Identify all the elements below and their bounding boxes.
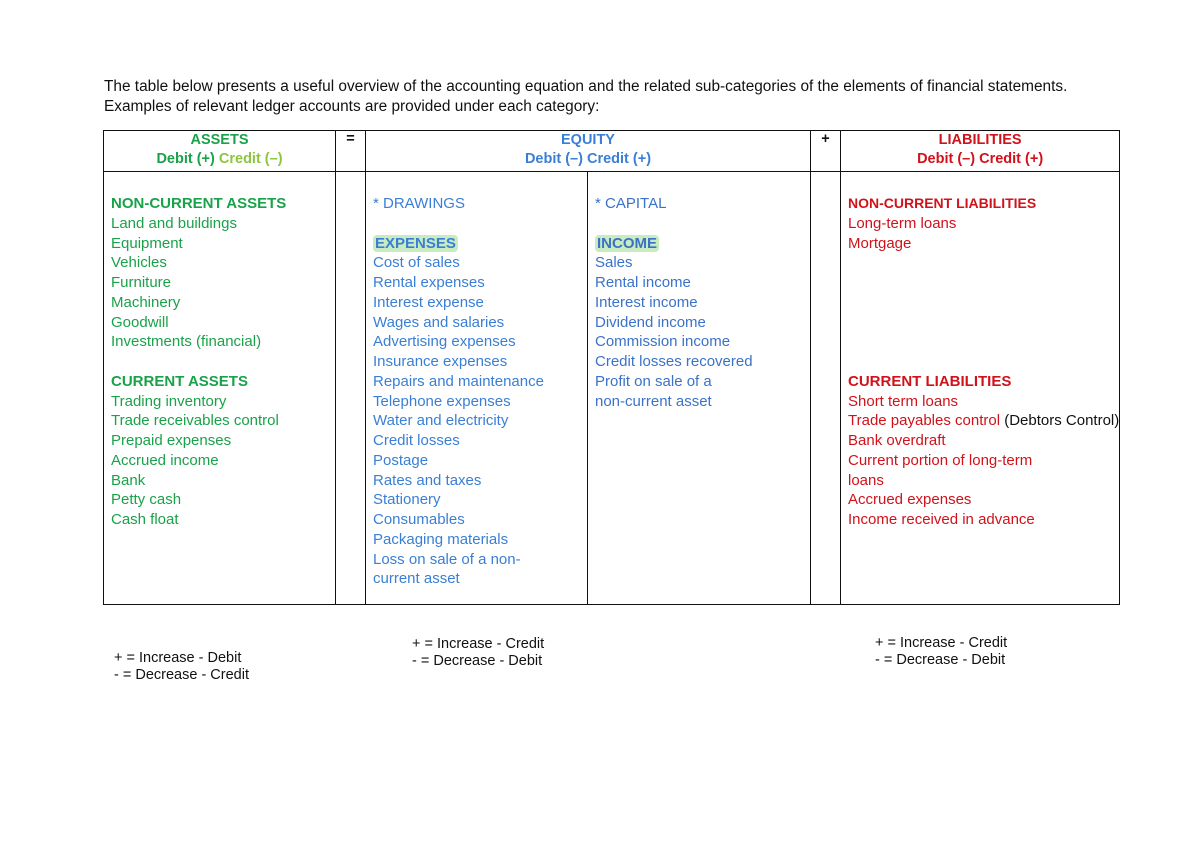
list-item: Mortgage — [848, 234, 912, 252]
list-item: Trade receivables control — [111, 412, 279, 430]
list-item: Bank overdraft — [848, 432, 946, 449]
list-item: Repairs and maintenance — [373, 372, 544, 390]
debtors-control-note: (Debtors Control) — [1004, 412, 1120, 430]
list-item: Rental income — [595, 274, 691, 291]
list-item: Accrued expenses — [848, 491, 972, 509]
liabilities-debit-credit: Debit (–) Credit (+) — [917, 151, 1044, 167]
equity-header — [366, 131, 811, 172]
drawings-label: * DRAWINGS — [373, 195, 465, 212]
list-item: Petty cash — [111, 491, 182, 509]
list-item: Packaging materials — [373, 530, 509, 548]
list-item: Prepaid expenses — [111, 432, 232, 449]
list-item: Trading inventory — [111, 392, 227, 410]
list-item: Water and electricity — [373, 412, 509, 430]
table-header-row — [104, 131, 1120, 172]
assets-title: ASSETS — [190, 132, 249, 148]
list-item: Furniture — [111, 274, 172, 291]
equity-title: EQUITY — [561, 132, 615, 148]
assets-legend-note — [114, 650, 249, 683]
assets-credit: Credit (–) — [218, 151, 283, 167]
liabilities-column — [841, 172, 1120, 605]
list-item: Goodwill — [111, 313, 169, 331]
list-item: Rates and taxes — [373, 471, 482, 489]
legend-line: + = Increase - Debit — [114, 650, 242, 666]
equity-debit-credit: Debit (–) Credit (+) — [524, 151, 652, 167]
list-item: Machinery — [111, 293, 181, 311]
assets-column — [104, 172, 336, 605]
equity-drawings-expenses-column — [366, 172, 588, 605]
equals-spacer-column — [336, 172, 366, 605]
income-title: INCOME — [597, 234, 657, 252]
legend-line: - = Decrease - Credit — [114, 666, 249, 683]
legend-line: - = Decrease - Debit — [412, 652, 543, 669]
assets-header — [104, 131, 336, 172]
list-item: Sales — [595, 254, 633, 272]
list-item: Short term loans — [848, 392, 959, 410]
assets-debit-credit — [104, 150, 335, 169]
list-item: Profit on sale of a — [595, 372, 712, 390]
current-assets-title: CURRENT ASSETS — [111, 372, 248, 390]
list-item: current asset — [373, 570, 460, 588]
intro-paragraph: The table below presents a useful overview of the accounting equation and the related sub-categories of the elements of financial statements. Examples of relevant ledger accounts are provided under each category: — [104, 78, 1068, 115]
list-item: Commission income — [595, 333, 731, 351]
list-item: Cash float — [111, 511, 179, 528]
liabilities-header — [841, 131, 1120, 172]
trade-payables-label: Trade payables control — [848, 412, 1001, 430]
plus-sign: + — [811, 131, 841, 172]
list-item: Current portion of long-term — [848, 451, 1033, 469]
noncurrent-assets-title: NON-CURRENT ASSETS — [111, 195, 287, 212]
list-item: Insurance expenses — [373, 353, 508, 370]
list-item: Rental expenses — [373, 274, 485, 291]
list-item: Interest expense — [373, 293, 484, 311]
legend-line: + = Increase - Credit — [412, 636, 545, 652]
list-item: Bank — [111, 471, 146, 489]
expenses-title: EXPENSES — [375, 234, 456, 252]
assets-debit: Debit (+) — [156, 151, 215, 167]
list-item: Credit losses — [373, 432, 460, 449]
table-body-row — [104, 172, 1120, 605]
equity-legend-note — [412, 636, 544, 669]
list-item: Long-term loans — [848, 214, 957, 232]
accounting-equation-table — [103, 130, 1120, 605]
legend-line: + = Increase - Credit — [875, 635, 1008, 651]
list-item — [848, 411, 1119, 431]
list-item: Credit losses recovered — [595, 353, 753, 370]
list-item: Investments (financial) — [111, 333, 262, 351]
list-item: Accrued income — [111, 451, 219, 469]
capital-label: * CAPITAL — [595, 195, 667, 212]
current-liabilities-title: CURRENT LIABILITIES — [848, 372, 1012, 390]
liabilities-legend-note — [875, 635, 1007, 668]
list-item: Consumables — [373, 511, 465, 528]
list-item: Telephone expenses — [373, 392, 511, 410]
list-item: Advertising expenses — [373, 333, 516, 351]
list-item: Stationery — [373, 491, 441, 509]
list-item: Cost of sales — [373, 254, 460, 272]
liabilities-title: LIABILITIES — [938, 132, 1022, 148]
list-item: Wages and salaries — [373, 313, 505, 331]
noncurrent-liabilities-title: NON-CURRENT LIABILITIES — [848, 195, 1037, 211]
list-item: Income received in advance — [848, 511, 1035, 528]
list-item: Vehicles — [111, 254, 167, 272]
list-item: Land and buildings — [111, 214, 237, 232]
list-item: Loss on sale of a non- — [373, 550, 521, 568]
equity-capital-income-column — [588, 172, 811, 605]
list-item: Equipment — [111, 234, 183, 252]
list-item: Interest income — [595, 293, 698, 311]
legend-line: - = Decrease - Debit — [875, 651, 1006, 668]
list-item: loans — [848, 471, 884, 489]
list-item: non-current asset — [595, 392, 712, 410]
list-item: Postage — [373, 451, 429, 469]
equals-sign: = — [336, 131, 366, 172]
plus-spacer-column — [811, 172, 841, 605]
list-item: Dividend income — [595, 313, 706, 331]
